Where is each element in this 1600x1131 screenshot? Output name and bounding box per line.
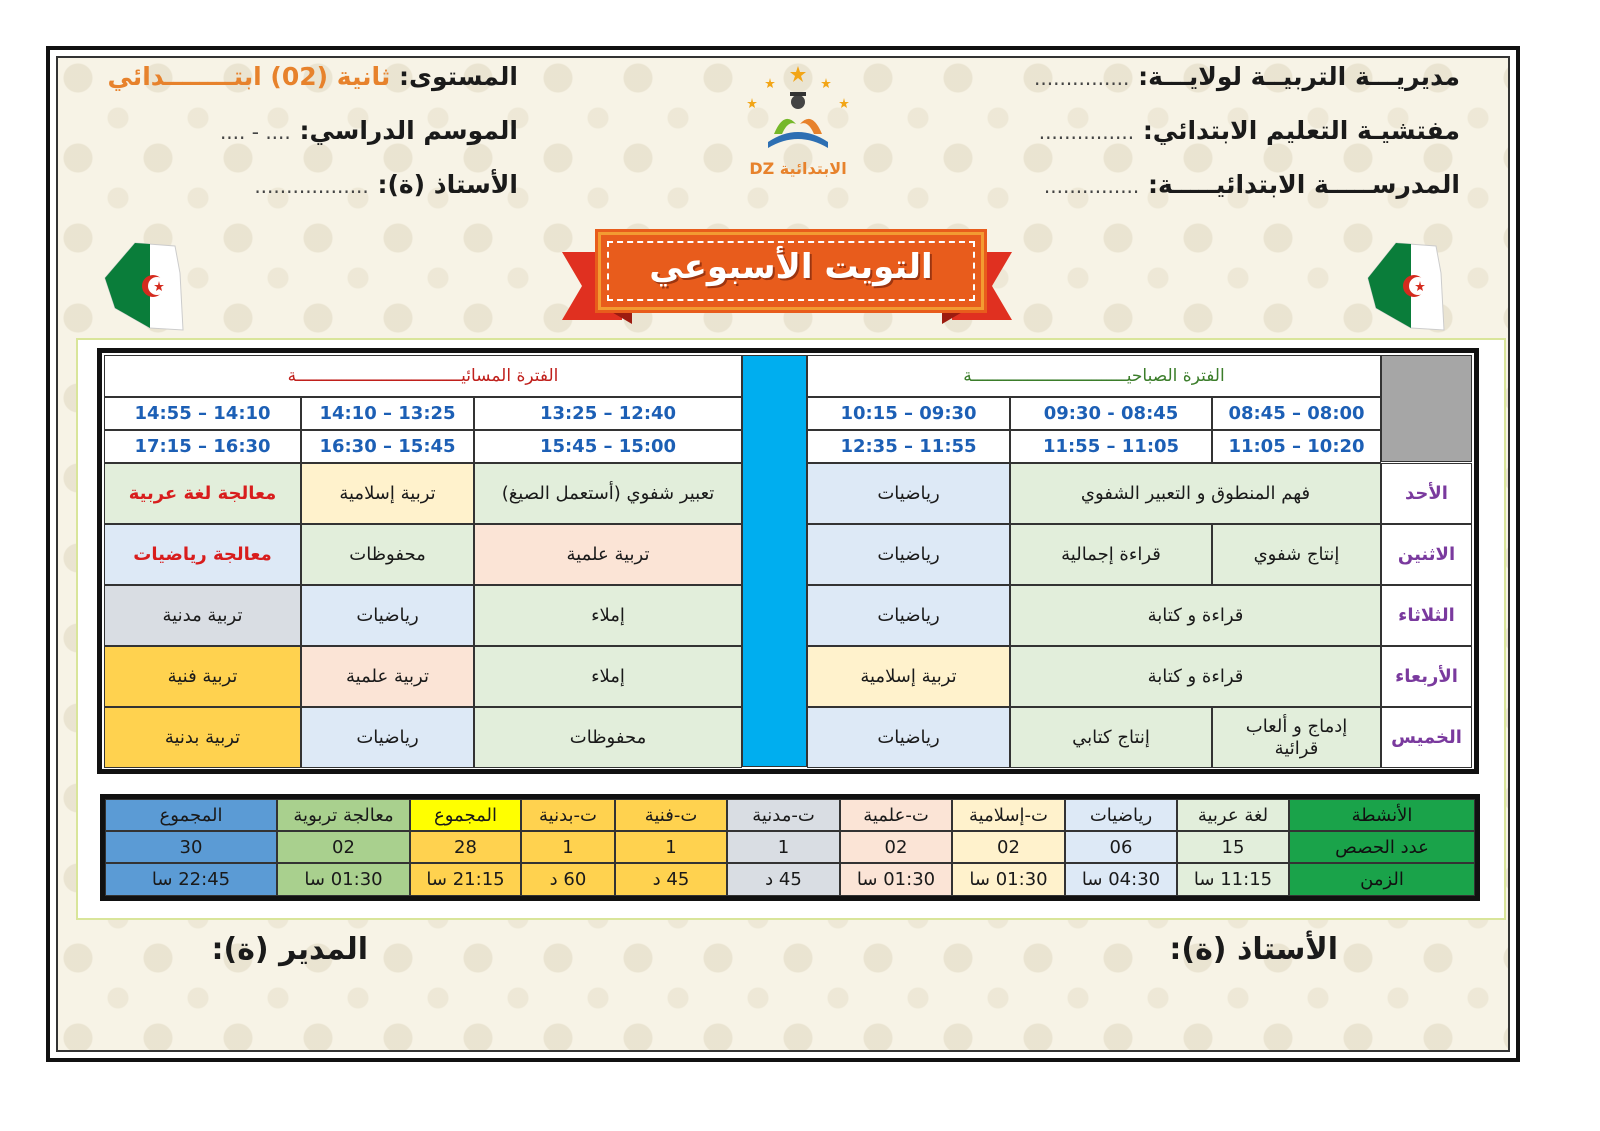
- thursday-pm-3: تربية بدنية: [104, 707, 301, 768]
- thursday-pm-2: رياضيات: [301, 707, 474, 768]
- summary-col-total-time: 22:45 سا: [105, 863, 277, 896]
- am-time-1: 08:00 – 08:45: [1212, 397, 1381, 430]
- page-title: التويت الأسبوعي: [649, 247, 933, 287]
- wednesday-pm-2: تربية علمية: [301, 646, 474, 707]
- teacher-line: [254, 170, 518, 199]
- pm-time-6: 16:30 – 17:15: [104, 430, 301, 463]
- am-time-2: 08:45 - 09:30: [1010, 397, 1212, 430]
- summary-col-remediation-name: معالجة تربوية: [277, 799, 410, 831]
- directorate-label: مديريـــة التربيــة لولايـــة:: [1138, 62, 1460, 91]
- day-thursday: الخميس: [1381, 707, 1472, 768]
- algeria-map-flag-left: [95, 238, 185, 333]
- summary-col-science-count: 02: [840, 831, 952, 863]
- sunday-pm-1: تعبير شفوي (أستعمل الصيغ): [474, 463, 742, 524]
- wednesday-am-1: قراءة و كتابة: [1010, 646, 1381, 707]
- school-value: ...............: [1043, 174, 1140, 198]
- sunday-pm-2: تربية إسلامية: [301, 463, 474, 524]
- summary-col-pe-name: ت-بدنية: [521, 799, 615, 831]
- summary-col-remediation-count: 02: [277, 831, 410, 863]
- summary-col-civic-count: 1: [727, 831, 840, 863]
- summary-col-islamic-time: 01:30 سا: [952, 863, 1065, 896]
- monday-am-3: رياضيات: [807, 524, 1010, 585]
- directorate-line: [1034, 62, 1460, 91]
- summary-col-science-name: ت-علمية: [840, 799, 952, 831]
- algeria-map-flag-right: [1366, 238, 1456, 333]
- summary-col-arabic-name: لغة عربية: [1177, 799, 1289, 831]
- wednesday-am-3: تربية إسلامية: [807, 646, 1010, 707]
- pm-time-4: 15:00 – 15:45: [474, 430, 742, 463]
- inspectorate-line: [1039, 116, 1460, 145]
- monday-pm-1: تربية علمية: [474, 524, 742, 585]
- season-value: .... - ....: [219, 120, 291, 144]
- logo-text: DZ الابتدائية: [749, 159, 847, 178]
- teacher-value: ..................: [254, 174, 369, 198]
- am-header: الفترة الصباحيـــــــــــــــــــــــــــــــة: [807, 355, 1381, 397]
- summary-col-math-count: 06: [1065, 831, 1177, 863]
- am-time-6: 11:55 – 12:35: [807, 430, 1010, 463]
- teacher-label: الأستاذ (ة):: [377, 170, 518, 199]
- summary-col-math-name: رياضيات: [1065, 799, 1177, 831]
- inspectorate-label: مفتشيـة التعليم الابتدائي:: [1142, 116, 1460, 145]
- summary-col-civic-name: ت-مدنية: [727, 799, 840, 831]
- pm-time-5: 15:45 – 16:30: [301, 430, 474, 463]
- tuesday-pm-3: تربية مدنية: [104, 585, 301, 646]
- summary-label-activities: الأنشطة: [1289, 799, 1475, 831]
- thursday-pm-1: محفوظات: [474, 707, 742, 768]
- sunday-pm-3: معالجة لغة عربية: [104, 463, 301, 524]
- summary-col-remediation-time: 01:30 سا: [277, 863, 410, 896]
- school-logo: [738, 64, 858, 184]
- summary-col-pe-count: 1: [521, 831, 615, 863]
- corner-cell: [1381, 355, 1472, 462]
- summary-col-arabic-time: 11:15 سا: [1177, 863, 1289, 896]
- am-time-4: 10:20 – 11:05: [1212, 430, 1381, 463]
- directorate-value: ...............: [1034, 66, 1130, 90]
- title-box: [598, 232, 984, 310]
- summary-col-math-time: 04:30 سا: [1065, 863, 1177, 896]
- school-line: [1044, 170, 1460, 199]
- summary-col-islamic-name: ت-إسلامية: [952, 799, 1065, 831]
- summary-col-art-time: 45 د: [615, 863, 727, 896]
- monday-am-1: إنتاج شفوي: [1212, 524, 1381, 585]
- inspectorate-value: ...............: [1038, 120, 1135, 144]
- summary-label-count: عدد الحصص: [1289, 831, 1475, 863]
- summary-col-art-name: ت-فنية: [615, 799, 727, 831]
- day-wednesday: الأربعاء: [1381, 646, 1472, 707]
- summary-col-science-time: 01:30 سا: [840, 863, 952, 896]
- tuesday-pm-1: إملاء: [474, 585, 742, 646]
- summary-col-pe-time: 60 د: [521, 863, 615, 896]
- sunday-am-3: رياضيات: [807, 463, 1010, 524]
- monday-pm-2: محفوظات: [301, 524, 474, 585]
- summary-label-time: الزمن: [1289, 863, 1475, 896]
- summary-col-arabic-count: 15: [1177, 831, 1289, 863]
- break-separator: [742, 355, 807, 767]
- pm-time-3: 14:10 – 14:55: [104, 397, 301, 430]
- day-tuesday: الثلاثاء: [1381, 585, 1472, 646]
- monday-pm-3: معالجة رياضيات: [104, 524, 301, 585]
- monday-am-2: قراءة إجمالية: [1010, 524, 1212, 585]
- day-monday: الاثنين: [1381, 524, 1472, 585]
- season-label: الموسم الدراسي:: [299, 116, 518, 145]
- teacher-signature-label: الأستاذ (ة):: [1169, 932, 1338, 967]
- tuesday-pm-2: رياضيات: [301, 585, 474, 646]
- wednesday-pm-3: تربية فنية: [104, 646, 301, 707]
- season-line: [220, 116, 518, 145]
- summary-col-islamic-count: 02: [952, 831, 1065, 863]
- thursday-am-2: إنتاج كتابي: [1010, 707, 1212, 768]
- wednesday-pm-1: إملاء: [474, 646, 742, 707]
- summary-col-total-name: المجموع: [105, 799, 277, 831]
- level-line: [108, 62, 518, 91]
- pm-time-2: 13:25 – 14:10: [301, 397, 474, 430]
- level-label: المستوى:: [399, 62, 518, 91]
- am-time-5: 11:05 – 11:55: [1010, 430, 1212, 463]
- summary-col-subtotal-count: 28: [410, 831, 521, 863]
- summary-col-subtotal-time: 21:15 سا: [410, 863, 521, 896]
- summary-col-total-count: 30: [105, 831, 277, 863]
- level-value: ثانية (02) ابتــــــــدائي: [107, 62, 391, 91]
- tuesday-am-1: قراءة و كتابة: [1010, 585, 1381, 646]
- pm-header: الفترة المسائيـــــــــــــــــــــــــــــــــة: [104, 355, 742, 397]
- thursday-am-1: إدماج و ألعاب قرائية: [1212, 707, 1381, 768]
- summary-col-subtotal-name: المجموع: [410, 799, 521, 831]
- pm-time-1: 12:40 – 13:25: [474, 397, 742, 430]
- thursday-am-3: رياضيات: [807, 707, 1010, 768]
- day-sunday: الأحد: [1381, 463, 1472, 524]
- am-time-3: 09:30 – 10:15: [807, 397, 1010, 430]
- summary-col-art-count: 1: [615, 831, 727, 863]
- director-signature-label: المدير (ة):: [211, 932, 368, 967]
- school-label: المدرســـــة الابتدائيـــــة:: [1148, 170, 1460, 199]
- tuesday-am-3: رياضيات: [807, 585, 1010, 646]
- sunday-am-1: فهم المنطوق و التعبير الشفوي: [1010, 463, 1381, 524]
- summary-col-civic-time: 45 د: [727, 863, 840, 896]
